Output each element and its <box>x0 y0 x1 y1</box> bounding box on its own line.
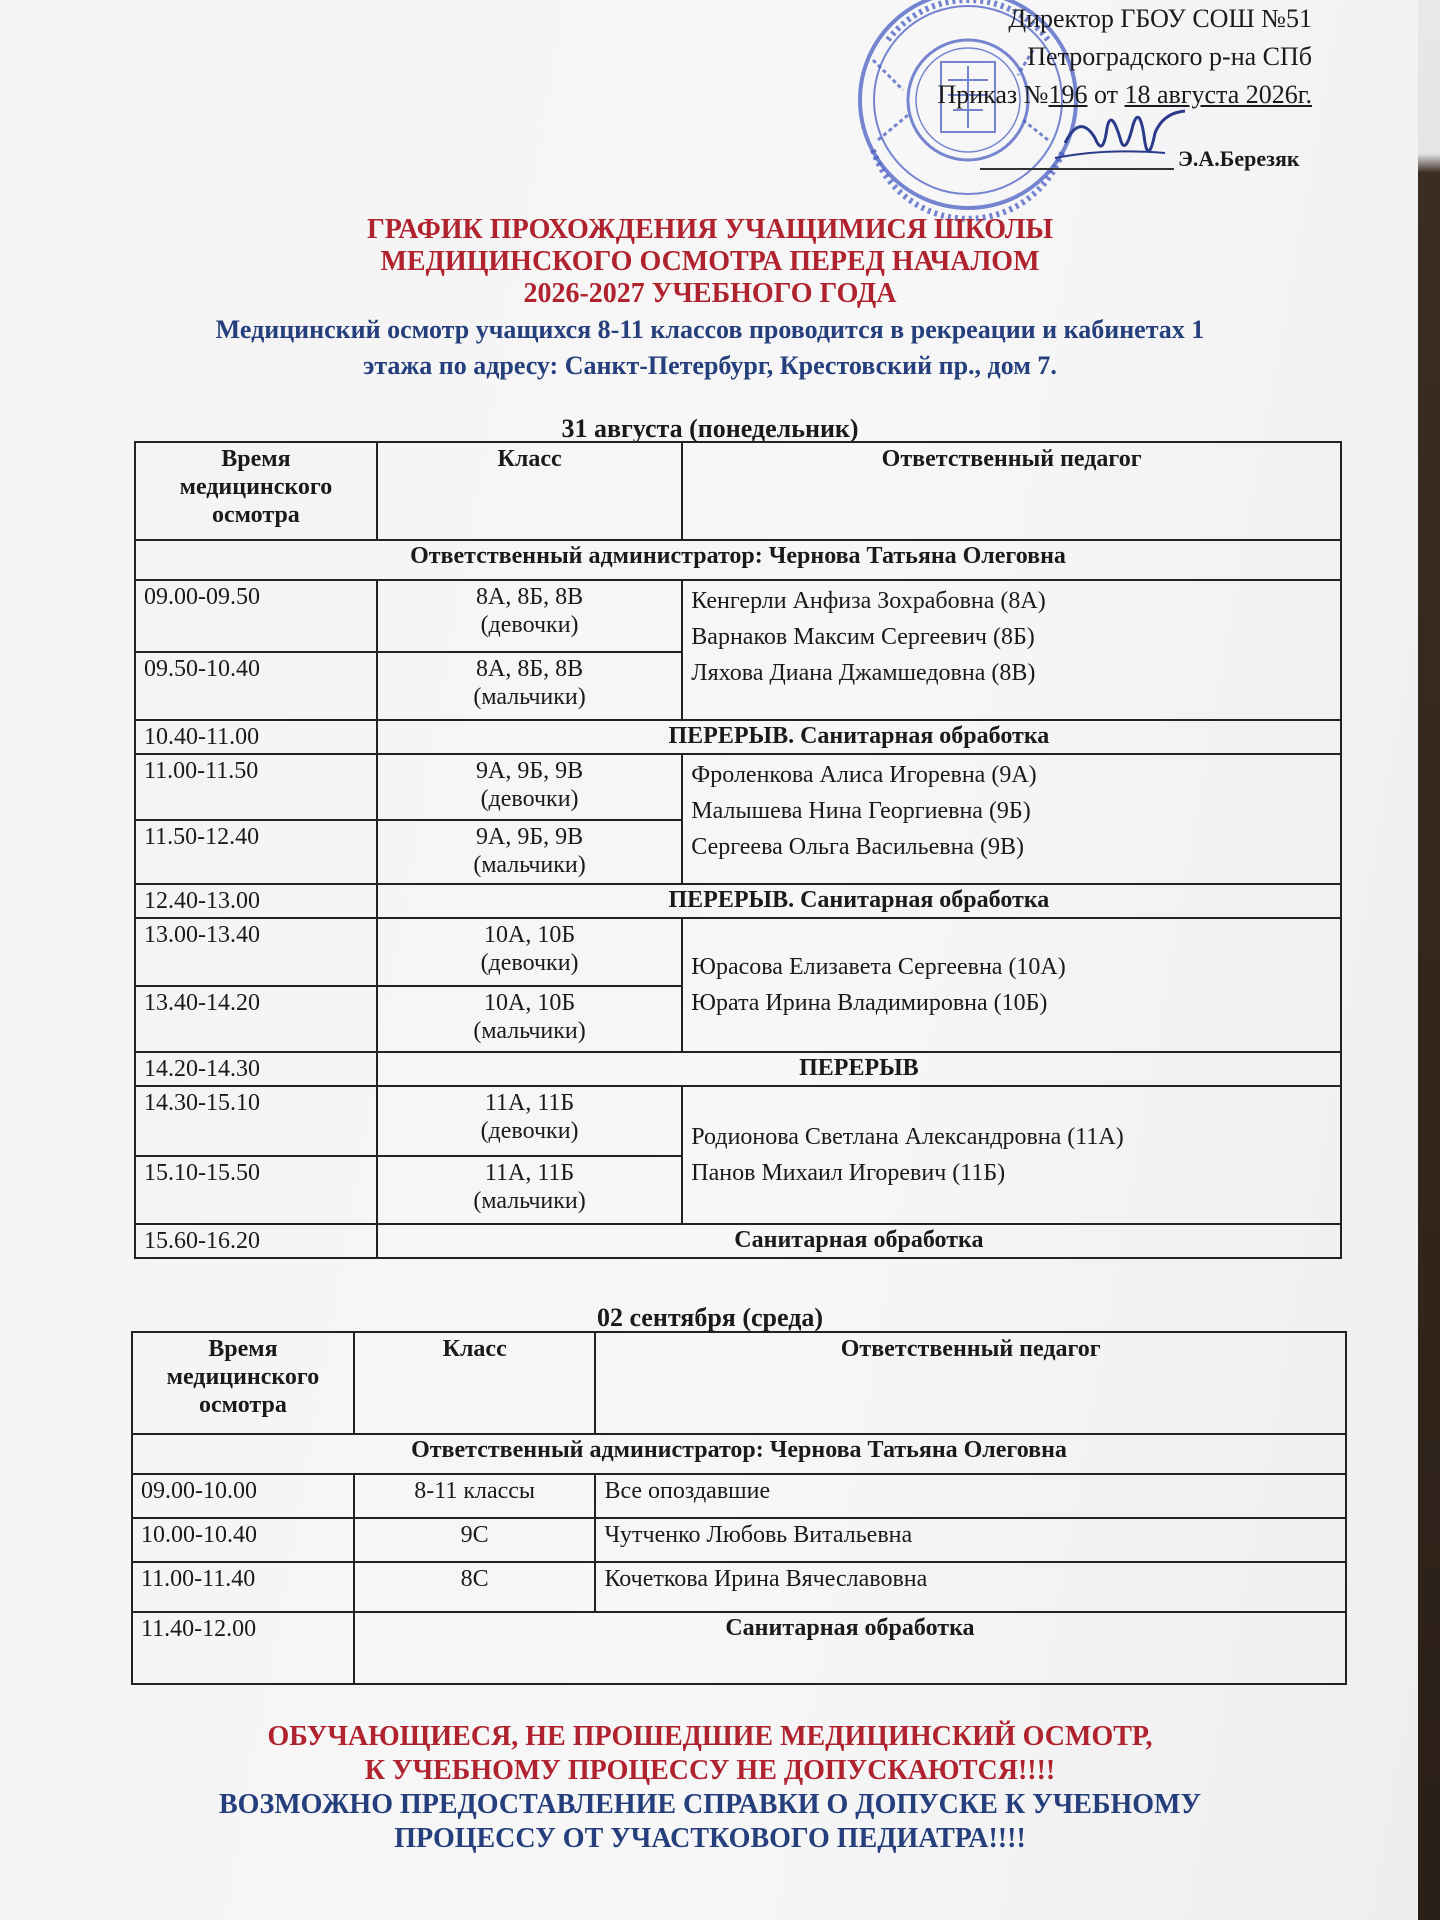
title-line: ГРАФИК ПРОХОЖДЕНИЯ УЧАЩИМИСЯ ШКОЛЫ <box>366 214 1054 245</box>
order-prefix: Приказ № <box>937 80 1049 109</box>
class-cell: 8С <box>354 1562 596 1612</box>
director-title: Директор ГБОУ СОШ №51 <box>1008 4 1312 33</box>
table-row <box>135 580 1341 652</box>
teachers-cell: Родионова Светлана Александровна (11А) Панов Михаил Игоревич (11Б) <box>682 1086 1341 1224</box>
table-header-row <box>132 1332 1346 1434</box>
table-row <box>135 918 1341 986</box>
time-cell: 15.60-16.20 <box>135 1224 377 1258</box>
time-cell: 10.40-11.00 <box>135 720 377 754</box>
col-class-header: Класс <box>354 1332 596 1434</box>
class-cell: 11А, 11Б (мальчики) <box>377 1156 683 1224</box>
time-cell: 10.00-10.40 <box>132 1518 354 1562</box>
class-cell: 9А, 9Б, 9В (девочки) <box>377 754 683 820</box>
time-cell: 09.00-09.50 <box>135 580 377 652</box>
schedule-title <box>0 214 1420 310</box>
day2-schedule-table <box>131 1331 1347 1685</box>
district-line: Петроградского р-на СПб <box>1027 42 1312 71</box>
class-cell: 8А, 8Б, 8В (мальчики) <box>377 652 683 720</box>
break-cell: Санитарная обработка <box>377 1224 1341 1258</box>
col-time-header: Время медицинского осмотра <box>135 442 377 540</box>
break-row <box>135 884 1341 918</box>
break-row <box>132 1612 1346 1684</box>
approval-header <box>937 0 1312 114</box>
class-cell: 9А, 9Б, 9В (мальчики) <box>377 820 683 884</box>
table-row <box>132 1518 1346 1562</box>
time-cell: 11.50-12.40 <box>135 820 377 884</box>
break-row <box>135 720 1341 754</box>
title-line: 2026-2027 УЧЕБНОГО ГОДА <box>523 278 897 309</box>
time-cell: 14.20-14.30 <box>135 1052 377 1086</box>
location-line: этажа по адресу: Санкт-Петербург, Крестовский пр., дом 7. <box>363 351 1057 380</box>
time-cell: 11.40-12.00 <box>132 1612 354 1684</box>
break-cell: ПЕРЕРЫВ. Санитарная обработка <box>377 720 1341 754</box>
class-cell: 11А, 11Б (девочки) <box>377 1086 683 1156</box>
teacher-cell: Чутченко Любовь Витальевна <box>595 1518 1346 1562</box>
time-cell: 11.00-11.50 <box>135 754 377 820</box>
warning-not-admitted: ОБУЧАЮЩИЕСЯ, НЕ ПРОШЕДШИЕ МЕДИЦИНСКИЙ ОСМОТР, К УЧЕБНОМУ ПРОЦЕССУ НЕ ДОПУСКАЮТСЯ!!!! <box>267 1721 1153 1786</box>
table-row <box>132 1562 1346 1612</box>
class-cell: 10А, 10Б (мальчики) <box>377 986 683 1052</box>
class-cell: 10А, 10Б (девочки) <box>377 918 683 986</box>
col-class-header: Класс <box>377 442 683 540</box>
table-row <box>135 754 1341 820</box>
col-time-header: Время медицинского осмотра <box>132 1332 354 1434</box>
col-teacher-header: Ответственный педагог <box>595 1332 1346 1434</box>
time-cell: 15.10-15.50 <box>135 1156 377 1224</box>
title-line: МЕДИЦИНСКОГО ОСМОТРА ПЕРЕД НАЧАЛОМ <box>380 246 1040 277</box>
break-cell: ПЕРЕРЫВ <box>377 1052 1341 1086</box>
day1-schedule-table <box>134 441 1342 1259</box>
teachers-cell: Кенгерли Анфиза Зохрабовна (8А) Варнаков Максим Сергеевич (8Б) Ляхова Диана Джамшедовна (8В) <box>682 580 1341 720</box>
day1-title: 31 августа (понедельник) <box>561 414 859 443</box>
teacher-cell: Кочеткова Ирина Вячеславовна <box>595 1562 1346 1612</box>
break-row <box>135 1224 1341 1258</box>
teachers-cell: Юрасова Елизавета Сергеевна (10А) Юрата Ирина Владимировна (10Б) <box>682 918 1341 1052</box>
order-mid: от <box>1087 80 1125 109</box>
signer-name: Э.А.Березяк <box>1178 146 1300 171</box>
break-cell: Санитарная обработка <box>354 1612 1346 1684</box>
location-line: Медицинский осмотр учащихся 8-11 классов проводится в рекреации и кабинетах 1 <box>215 315 1205 344</box>
order-date: 18 августа 2026г. <box>1124 80 1312 109</box>
time-cell: 13.00-13.40 <box>135 918 377 986</box>
table-row <box>132 1474 1346 1518</box>
time-cell: 12.40-13.00 <box>135 884 377 918</box>
admin-row: Ответственный администратор: Чернова Татьяна Олеговна <box>135 540 1341 580</box>
class-cell: 9С <box>354 1518 596 1562</box>
break-cell: ПЕРЕРЫВ. Санитарная обработка <box>377 884 1341 918</box>
class-cell: 8-11 классы <box>354 1474 596 1518</box>
signature-line <box>980 168 1174 170</box>
location-note <box>0 312 1420 384</box>
class-cell: 8А, 8Б, 8В (девочки) <box>377 580 683 652</box>
time-cell: 11.00-11.40 <box>132 1562 354 1612</box>
time-cell: 09.50-10.40 <box>135 652 377 720</box>
time-cell: 13.40-14.20 <box>135 986 377 1052</box>
order-number: 196 <box>1048 80 1088 109</box>
time-cell: 09.00-10.00 <box>132 1474 354 1518</box>
teacher-cell: Все опоздавшие <box>595 1474 1346 1518</box>
day2-title: 02 сентября (среда) <box>596 1303 824 1332</box>
time-cell: 14.30-15.10 <box>135 1086 377 1156</box>
break-row <box>135 1052 1341 1086</box>
admin-row: Ответственный администратор: Чернова Татьяна Олеговна <box>132 1434 1346 1474</box>
table-surface <box>1418 0 1440 1920</box>
col-teacher-header: Ответственный педагог <box>682 442 1341 540</box>
director-signature <box>1045 103 1195 178</box>
teachers-cell: Фроленкова Алиса Игоревна (9А) Малышева Нина Георгиевна (9Б) Сергеева Ольга Васильевна (9В) <box>682 754 1341 884</box>
table-header-row <box>135 442 1341 540</box>
table-row <box>135 1086 1341 1156</box>
warning-pediatrician-note: ВОЗМОЖНО ПРЕДОСТАВЛЕНИЕ СПРАВКИ О ДОПУСКЕ К УЧЕБНОМУ ПРОЦЕССУ ОТ УЧАСТКОВОГО ПЕДИАТРА!!!! <box>218 1789 1201 1854</box>
